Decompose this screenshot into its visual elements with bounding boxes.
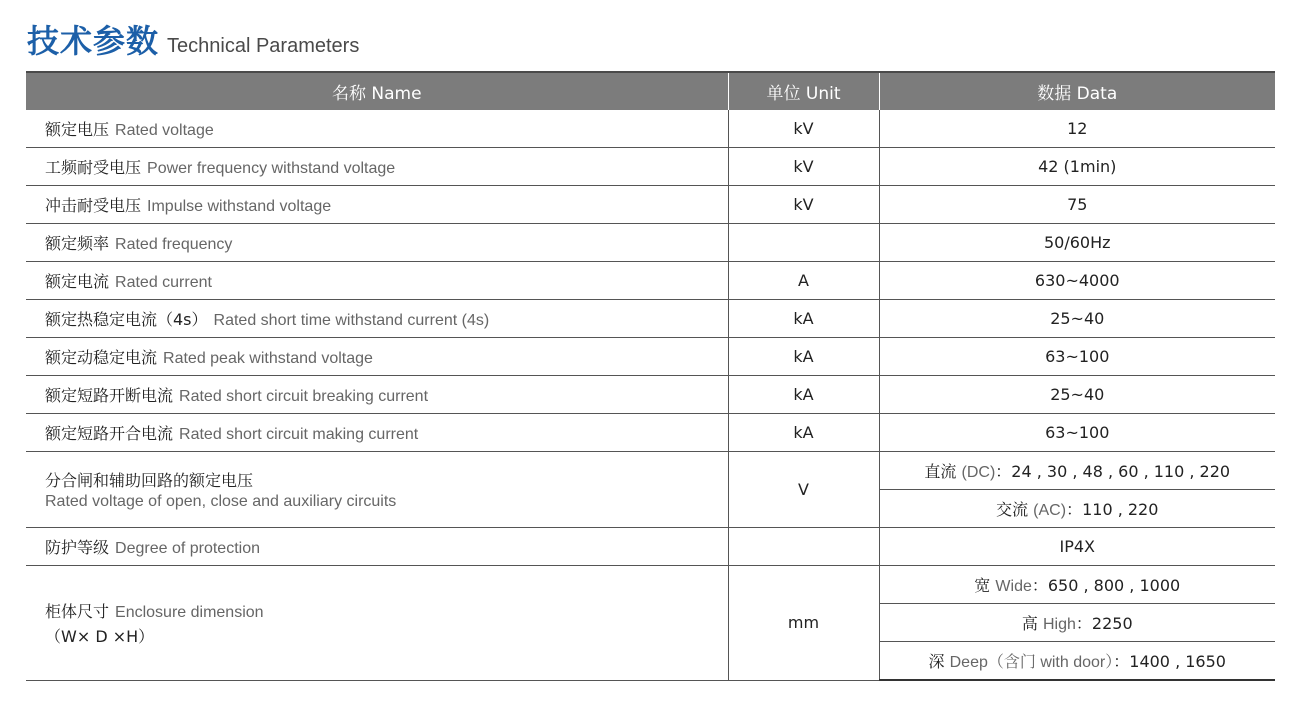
row-data: 50/60Hz — [879, 224, 1275, 262]
row-unit: kV — [728, 148, 879, 186]
wide-label-en: Wide — [995, 578, 1032, 595]
row-data: 25~40 — [879, 376, 1275, 414]
table-row — [26, 224, 1275, 262]
row-name-zh: 额定动稳定电流 — [45, 348, 158, 367]
row-unit — [728, 528, 879, 566]
row-data: 42 (1min) — [879, 148, 1275, 186]
deep-label-en: Deep — [949, 654, 988, 671]
row-name-zh: 柜体尺寸 — [45, 601, 110, 621]
page-title-en: Technical Parameters — [167, 35, 360, 57]
row-name-en: Rated short circuit making current — [179, 426, 419, 443]
high-separator: ： — [1075, 614, 1092, 633]
row-unit: kV — [728, 110, 879, 148]
row-data-high — [879, 604, 1275, 642]
deep-label-zh: 深 — [928, 652, 945, 671]
row-name-zh: 防护等级 — [45, 538, 110, 557]
wide-separator: ： — [1031, 576, 1048, 595]
row-name — [26, 528, 728, 566]
ac-label-zh: 交流 — [996, 500, 1029, 519]
row-data-ac — [879, 490, 1275, 528]
row-name-en: Impulse withstand voltage — [147, 198, 332, 215]
row-name-en: Degree of protection — [115, 540, 260, 557]
row-name-en: Rated voltage — [115, 122, 214, 139]
table-row — [26, 528, 1275, 566]
high-label-en: High — [1042, 616, 1076, 633]
ac-label-en: (AC) — [1033, 502, 1067, 519]
row-data: 63~100 — [879, 338, 1275, 376]
table-header — [26, 72, 1275, 110]
table-row-enclosure — [26, 566, 1275, 604]
row-data: 12 — [879, 110, 1275, 148]
row-unit: V — [728, 452, 879, 528]
row-name-en: Power frequency withstand voltage — [147, 160, 396, 177]
row-name — [26, 186, 728, 224]
table-row — [26, 110, 1275, 148]
row-name — [26, 452, 728, 528]
ac-separator: ： — [1066, 500, 1083, 519]
row-name — [26, 338, 728, 376]
ac-values: 110 , 220 — [1082, 500, 1159, 519]
row-data: 75 — [879, 186, 1275, 224]
row-name — [26, 110, 728, 148]
row-name-zh: 额定短路开断电流 — [45, 386, 174, 405]
dc-values: 24 , 30 , 48 , 60 , 110 , 220 — [1011, 462, 1231, 481]
row-name-en: Rated current — [115, 274, 212, 291]
row-data-wide — [879, 566, 1275, 604]
row-unit: kA — [728, 300, 879, 338]
row-name — [26, 376, 728, 414]
row-name-en: Rated frequency — [115, 236, 233, 253]
deep-values: 1400 , 1650 — [1129, 652, 1226, 671]
row-name-en: Rated short circuit breaking current — [179, 388, 429, 405]
row-name — [26, 148, 728, 186]
dc-label-zh: 直流 — [924, 462, 957, 481]
row-name — [26, 566, 728, 681]
high-label-zh: 高 — [1021, 614, 1038, 633]
row-data: 25~40 — [879, 300, 1275, 338]
row-name-en: Enclosure dimension — [115, 603, 264, 621]
row-name-zh: 额定短路开合电流 — [45, 424, 174, 443]
header-data: 数据 Data — [879, 72, 1275, 110]
header-name: 名称 Name — [26, 72, 728, 110]
row-name — [26, 300, 728, 338]
row-name-zh: 冲击耐受电压 — [45, 196, 142, 215]
row-name — [26, 262, 728, 300]
row-data: 63~100 — [879, 414, 1275, 452]
row-name-zh: 分合闸和辅助回路的额定电压 — [45, 471, 254, 490]
row-unit: kA — [728, 414, 879, 452]
row-data-dc — [879, 452, 1275, 490]
dc-label-en: (DC) — [961, 464, 996, 481]
table-row-control-voltage — [26, 452, 1275, 490]
row-name-zh: 额定频率 — [45, 234, 110, 253]
table-row — [26, 262, 1275, 300]
wide-values: 650 , 800 , 1000 — [1047, 576, 1181, 595]
row-name-zh: 额定电流 — [45, 272, 110, 291]
row-name-zh: 工频耐受电压 — [45, 158, 142, 177]
parameters-table — [26, 71, 1275, 681]
deep-note: （含门 with door） — [987, 654, 1114, 671]
row-name-zh: 额定热稳定电流（4s） — [45, 310, 208, 329]
table-row — [26, 414, 1275, 452]
row-name-zh: 额定电压 — [45, 120, 110, 139]
row-data: 630~4000 — [879, 262, 1275, 300]
table-row — [26, 148, 1275, 186]
wide-label-zh: 宽 — [974, 576, 991, 595]
row-unit: kA — [728, 376, 879, 414]
row-name — [26, 224, 728, 262]
row-data-deep — [879, 642, 1275, 681]
row-name-en: Rated voltage of open, close and auxiliary circuits — [45, 493, 397, 510]
row-unit: mm — [728, 566, 879, 681]
row-unit: kV — [728, 186, 879, 224]
row-unit: kA — [728, 338, 879, 376]
dc-separator: ： — [995, 462, 1012, 481]
high-values: 2250 — [1091, 614, 1133, 633]
row-unit: A — [728, 262, 879, 300]
row-name — [26, 414, 728, 452]
row-data: IP4X — [879, 528, 1275, 566]
table-row — [26, 300, 1275, 338]
row-name-en: Rated peak withstand voltage — [163, 350, 373, 367]
deep-separator: ： — [1113, 652, 1130, 671]
page-title-zh: 技术参数 — [27, 22, 160, 60]
table-row — [26, 376, 1275, 414]
table-row — [26, 338, 1275, 376]
header-unit: 单位 Unit — [728, 72, 879, 110]
page-title — [27, 16, 359, 62]
table-row — [26, 186, 1275, 224]
enclosure-formula: （W× D ×H） — [45, 626, 155, 646]
row-unit — [728, 224, 879, 262]
row-name-en: Rated short time withstand current (4s) — [213, 312, 490, 329]
